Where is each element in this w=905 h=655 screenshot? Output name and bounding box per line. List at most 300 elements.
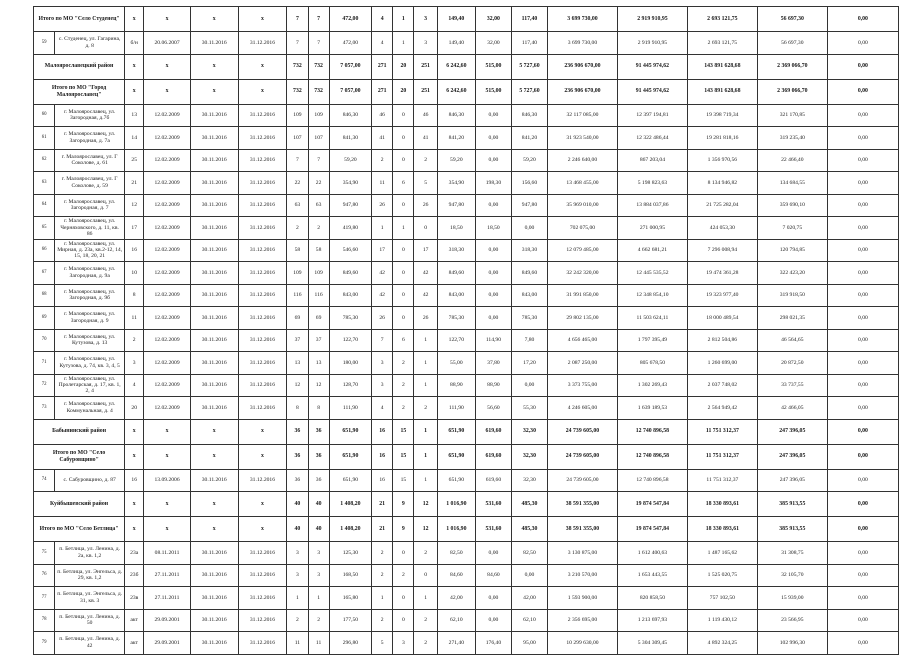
table-cell: 31.12.2016 bbox=[238, 104, 287, 127]
table-cell: 18 330 893,61 bbox=[687, 492, 757, 517]
address-cell: г. Малоярославец, ул. Кутузова, д. 13 bbox=[55, 329, 125, 352]
table-cell: 21 bbox=[125, 172, 144, 195]
table-cell: 30.11.2016 bbox=[190, 587, 238, 610]
table-row bbox=[34, 284, 899, 307]
table-cell: б/н bbox=[125, 32, 144, 55]
table-cell: х bbox=[190, 444, 238, 469]
row-number: 73 bbox=[34, 397, 55, 420]
table-cell: 16 bbox=[372, 469, 393, 492]
table-cell: 2 bbox=[308, 609, 329, 632]
table-cell: 84,60 bbox=[437, 564, 475, 587]
row-number: 65 bbox=[34, 217, 55, 240]
row-number: 62 bbox=[34, 149, 55, 172]
table-cell: 31.12.2016 bbox=[238, 262, 287, 285]
table-cell: 0,00 bbox=[511, 564, 547, 587]
table-cell: 0 bbox=[414, 217, 437, 240]
table-cell: 247 396,05 bbox=[757, 469, 827, 492]
table-cell: 15 939,00 bbox=[757, 587, 827, 610]
table-row bbox=[34, 104, 899, 127]
table-cell: 0,00 bbox=[827, 419, 898, 444]
row-number: 63 bbox=[34, 172, 55, 195]
table-cell: 841,30 bbox=[329, 127, 371, 150]
table-cell: 21 725 282,04 bbox=[687, 194, 757, 217]
table-cell: 24 739 605,00 bbox=[547, 444, 617, 469]
row-number: 66 bbox=[34, 239, 55, 262]
table-cell: 385 913,55 bbox=[757, 517, 827, 542]
table-cell: 31.12.2016 bbox=[238, 469, 287, 492]
table-cell: 22 bbox=[287, 172, 308, 195]
table-cell: 29.09.2001 bbox=[144, 632, 191, 655]
table-cell: 820 858,50 bbox=[617, 587, 687, 610]
table-cell: 7 296 008,94 bbox=[687, 239, 757, 262]
table-cell: 55,00 bbox=[437, 352, 475, 375]
table-cell: 40 bbox=[287, 492, 308, 517]
table-cell: 17,20 bbox=[511, 352, 547, 375]
table-cell: 1 016,90 bbox=[437, 517, 475, 542]
table-cell: 0,00 bbox=[827, 352, 898, 375]
table-cell: 177,50 bbox=[329, 609, 371, 632]
row-number: 59 bbox=[34, 32, 55, 55]
table-cell: 0,00 bbox=[827, 587, 898, 610]
table-cell: 7 bbox=[287, 32, 308, 55]
table-cell: 843,00 bbox=[437, 284, 475, 307]
table-cell: 30.11.2016 bbox=[190, 329, 238, 352]
table-cell: 16 bbox=[372, 419, 393, 444]
table-cell: 0,00 bbox=[475, 284, 511, 307]
table-cell: 7 bbox=[308, 32, 329, 55]
table-cell: 472,00 bbox=[329, 32, 371, 55]
table-cell: 2 369 066,70 bbox=[757, 54, 827, 79]
table-cell: 4 656 465,00 bbox=[547, 329, 617, 352]
table-cell: 23в bbox=[125, 587, 144, 610]
table-cell: 42 466,05 bbox=[757, 397, 827, 420]
table-cell: 0 bbox=[414, 564, 437, 587]
table-cell: х bbox=[238, 54, 287, 79]
table-cell: 29.09.2001 bbox=[144, 609, 191, 632]
table-cell: 12 bbox=[414, 517, 437, 542]
table-cell: 19 323 977,40 bbox=[687, 284, 757, 307]
table-cell: 10 bbox=[125, 262, 144, 285]
row-number: 74 bbox=[34, 469, 55, 492]
table-cell: 31.12.2016 bbox=[238, 239, 287, 262]
address-cell: г. Малоярославец, ул. Г Соколове, д. 59 bbox=[55, 172, 125, 195]
table-cell: 2 bbox=[308, 217, 329, 240]
table-cell: 31.12.2016 bbox=[238, 32, 287, 55]
table-cell: 10 299 630,00 bbox=[547, 632, 617, 655]
table-cell: 0,00 bbox=[827, 79, 898, 104]
table-cell: х bbox=[190, 492, 238, 517]
table-cell: 24 739 605,00 bbox=[547, 419, 617, 444]
table-cell: 116 bbox=[287, 284, 308, 307]
table-cell: 2 812 504,86 bbox=[687, 329, 757, 352]
table-cell: 20 bbox=[393, 79, 414, 104]
table-cell: 2 bbox=[414, 632, 437, 655]
table-cell: 31.12.2016 bbox=[238, 217, 287, 240]
table-cell: 125,30 bbox=[329, 542, 371, 565]
table-cell: 247 396,05 bbox=[757, 419, 827, 444]
table-cell: 11 751 312,37 bbox=[687, 469, 757, 492]
table-row bbox=[34, 352, 899, 375]
table-cell: х bbox=[190, 517, 238, 542]
address-cell: п. Бетлица, ул. Ленина, д. 2а, кв. 1,2 bbox=[55, 542, 125, 565]
table-cell: 12 740 896,58 bbox=[617, 469, 687, 492]
address-cell: п. Бетлица, ул. Ленина, д. 50 bbox=[55, 609, 125, 632]
table-cell: 2 bbox=[414, 397, 437, 420]
table-cell: 37 bbox=[287, 329, 308, 352]
table-cell: 14 bbox=[125, 127, 144, 150]
row-number: 68 bbox=[34, 284, 55, 307]
table-cell: 12.02.2009 bbox=[144, 127, 191, 150]
table-cell: 180,00 bbox=[329, 352, 371, 375]
table-cell: х bbox=[125, 444, 144, 469]
table-cell: 27.11.2011 bbox=[144, 564, 191, 587]
table-cell: 82,50 bbox=[437, 542, 475, 565]
table-cell: 31.12.2016 bbox=[238, 397, 287, 420]
table-cell: х bbox=[238, 492, 287, 517]
table-cell: 2 369 066,70 bbox=[757, 79, 827, 104]
table-cell: 30.11.2016 bbox=[190, 352, 238, 375]
table-cell: 62,10 bbox=[437, 609, 475, 632]
table-cell: 134 684,55 bbox=[757, 172, 827, 195]
table-cell: х bbox=[238, 79, 287, 104]
table-cell: 785,30 bbox=[511, 307, 547, 330]
table-cell: х bbox=[238, 7, 287, 32]
table-cell: 0,00 bbox=[827, 104, 898, 127]
address-cell: г. Малоярославец, ул. Загородная, д. 9б bbox=[55, 284, 125, 307]
table-cell: 1 bbox=[372, 217, 393, 240]
table-cell: 36 bbox=[287, 444, 308, 469]
table-cell: 42 bbox=[372, 284, 393, 307]
table-cell: 26 bbox=[414, 307, 437, 330]
table-cell: 63 bbox=[308, 194, 329, 217]
table-cell: 619,60 bbox=[475, 469, 511, 492]
table-cell: 12.02.2009 bbox=[144, 104, 191, 127]
table-cell: 0,00 bbox=[827, 469, 898, 492]
table-cell: 651,90 bbox=[329, 419, 371, 444]
table-cell: 12 348 854,10 bbox=[617, 284, 687, 307]
table-cell: 111,90 bbox=[329, 397, 371, 420]
table-cell: 18,50 bbox=[475, 217, 511, 240]
table-cell: 19 874 547,84 bbox=[617, 517, 687, 542]
table-cell: 2 693 121,75 bbox=[687, 7, 757, 32]
table-cell: 16 bbox=[125, 469, 144, 492]
table-cell: 359 690,10 bbox=[757, 194, 827, 217]
table-cell: 12.02.2009 bbox=[144, 149, 191, 172]
table-cell: 1 653 443,55 bbox=[617, 564, 687, 587]
table-cell: 11 503 624,11 bbox=[617, 307, 687, 330]
table-cell: 95,00 bbox=[511, 632, 547, 655]
row-number: 70 bbox=[34, 329, 55, 352]
table-cell: 8 bbox=[308, 397, 329, 420]
table-cell: х bbox=[190, 79, 238, 104]
table-cell: 31.12.2016 bbox=[238, 307, 287, 330]
table-cell: 29 802 135,00 bbox=[547, 307, 617, 330]
table-cell: 1 213 697,93 bbox=[617, 609, 687, 632]
table-cell: 0,00 bbox=[475, 239, 511, 262]
table-cell: 7 bbox=[287, 149, 308, 172]
table-cell: 18 330 893,61 bbox=[687, 517, 757, 542]
table-cell: 63 bbox=[287, 194, 308, 217]
table-cell: 12.02.2009 bbox=[144, 374, 191, 397]
row-number: 72 bbox=[34, 374, 55, 397]
table-cell: 30.11.2016 bbox=[190, 32, 238, 55]
table-cell: 32 242 320,00 bbox=[547, 262, 617, 285]
table-cell: 0,00 bbox=[827, 217, 898, 240]
table-cell: 198,30 bbox=[475, 172, 511, 195]
housing-program-table bbox=[33, 6, 899, 655]
table-cell: 322 423,20 bbox=[757, 262, 827, 285]
table-cell: 0 bbox=[393, 194, 414, 217]
table-total-row bbox=[34, 79, 899, 104]
table-cell: 0,00 bbox=[827, 262, 898, 285]
table-cell: 424 053,30 bbox=[687, 217, 757, 240]
table-cell: 7 057,00 bbox=[329, 79, 371, 104]
table-cell: 0 bbox=[393, 542, 414, 565]
table-cell: 36 bbox=[308, 469, 329, 492]
total-label: Итого по МО "Село Бетлица" bbox=[34, 517, 125, 542]
table-cell: 15 bbox=[393, 444, 414, 469]
table-cell: 4 662 681,21 bbox=[617, 239, 687, 262]
table-cell: 42,00 bbox=[511, 587, 547, 610]
table-cell: х bbox=[144, 7, 191, 32]
table-cell: 0 bbox=[393, 239, 414, 262]
table-cell: 251 bbox=[414, 54, 437, 79]
table-row bbox=[34, 469, 899, 492]
table-cell: 2 246 640,00 bbox=[547, 149, 617, 172]
table-cell: 46 bbox=[372, 104, 393, 127]
table-cell: 3 699 730,00 bbox=[547, 7, 617, 32]
table-cell: 1 bbox=[287, 587, 308, 610]
table-cell: 59,20 bbox=[437, 149, 475, 172]
table-cell: 12.02.2009 bbox=[144, 194, 191, 217]
table-cell: 42 bbox=[372, 262, 393, 285]
table-cell: 32,30 bbox=[511, 419, 547, 444]
table-cell: 8 bbox=[125, 284, 144, 307]
table-cell: 31.12.2016 bbox=[238, 329, 287, 352]
table-cell: 1 016,90 bbox=[437, 492, 475, 517]
table-cell: 8 bbox=[287, 397, 308, 420]
table-cell: 13 bbox=[125, 104, 144, 127]
table-cell: х bbox=[125, 7, 144, 32]
table-cell: 0 bbox=[393, 609, 414, 632]
table-cell: 88,90 bbox=[437, 374, 475, 397]
table-cell: 13 468 455,00 bbox=[547, 172, 617, 195]
table-cell: 31.12.2016 bbox=[238, 149, 287, 172]
table-cell: 0 bbox=[393, 104, 414, 127]
table-cell: 732 bbox=[308, 54, 329, 79]
table-cell: 7 bbox=[372, 329, 393, 352]
table-cell: 149,40 bbox=[437, 7, 475, 32]
table-cell: 843,00 bbox=[511, 284, 547, 307]
table-cell: 42 bbox=[414, 262, 437, 285]
table-cell: 0 bbox=[393, 127, 414, 150]
table-total-row bbox=[34, 7, 899, 32]
table-cell: 841,20 bbox=[437, 127, 475, 150]
table-cell: 0,00 bbox=[827, 54, 898, 79]
table-cell: 0 bbox=[393, 149, 414, 172]
table-cell: 732 bbox=[308, 79, 329, 104]
table-cell: 9 bbox=[393, 492, 414, 517]
table-cell: х bbox=[125, 79, 144, 104]
table-cell: 785,30 bbox=[329, 307, 371, 330]
table-cell: 32 117 085,00 bbox=[547, 104, 617, 127]
table-cell: 3 bbox=[414, 7, 437, 32]
table-cell: 732 bbox=[287, 79, 308, 104]
table-cell: 2 bbox=[393, 374, 414, 397]
address-cell: п. Бетлица, ул. Энгельса, д. 29, кв. 1,2 bbox=[55, 564, 125, 587]
table-cell: 846,30 bbox=[329, 104, 371, 127]
address-cell: г. Малоярославец, ул. Пролетарская, д. 17, кв. 1, 2, 4 bbox=[55, 374, 125, 397]
table-cell: 12 322 486,44 bbox=[617, 127, 687, 150]
table-cell: 2 919 910,95 bbox=[617, 32, 687, 55]
table-cell: 0,00 bbox=[827, 517, 898, 542]
table-cell: 31 923 540,00 bbox=[547, 127, 617, 150]
table-cell: 33 737,55 bbox=[757, 374, 827, 397]
register-sheet bbox=[33, 6, 899, 655]
table-cell: 20 bbox=[125, 397, 144, 420]
table-cell: 0,00 bbox=[827, 492, 898, 517]
table-cell: 12 740 896,58 bbox=[617, 419, 687, 444]
table-cell: 651,90 bbox=[329, 469, 371, 492]
table-cell: 30.11.2016 bbox=[190, 469, 238, 492]
table-cell: х bbox=[238, 517, 287, 542]
address-cell: г. Малоярославец, ул. Кутузова, д. 74, кв. 3, 4, 5 bbox=[55, 352, 125, 375]
table-cell: 0,00 bbox=[475, 609, 511, 632]
table-cell: 1 639 189,53 bbox=[617, 397, 687, 420]
row-number: 75 bbox=[34, 542, 55, 565]
table-cell: 69 bbox=[287, 307, 308, 330]
table-cell: 1 408,20 bbox=[329, 492, 371, 517]
table-cell: акт bbox=[125, 632, 144, 655]
table-row bbox=[34, 397, 899, 420]
table-cell: 11 bbox=[372, 172, 393, 195]
table-cell: 947,80 bbox=[511, 194, 547, 217]
table-cell: 30.11.2016 bbox=[190, 632, 238, 655]
table-cell: 1 bbox=[393, 217, 414, 240]
table-cell: 19 281 818,16 bbox=[687, 127, 757, 150]
table-total-row bbox=[34, 54, 899, 79]
table-cell: 0,00 bbox=[827, 127, 898, 150]
total-label: Малоярославецкий район bbox=[34, 54, 125, 79]
table-cell: 31.12.2016 bbox=[238, 127, 287, 150]
table-row bbox=[34, 542, 899, 565]
address-cell: г. Малоярославец, ул. Коммунальная, д. 4 bbox=[55, 397, 125, 420]
table-cell: 1 bbox=[414, 329, 437, 352]
address-cell: г. Малоярославец, ул. Загородная, д. 9а bbox=[55, 262, 125, 285]
table-cell: 1 487 165,62 bbox=[687, 542, 757, 565]
table-cell: 0,00 bbox=[475, 149, 511, 172]
table-cell: 841,20 bbox=[511, 127, 547, 150]
address-cell: г. Малоярославец, ул. Г Соколове, д. 61 bbox=[55, 149, 125, 172]
table-row bbox=[34, 217, 899, 240]
table-cell: 0,00 bbox=[827, 542, 898, 565]
table-cell: 5 727,60 bbox=[511, 79, 547, 104]
table-cell: 3 bbox=[287, 564, 308, 587]
table-cell: 805 678,50 bbox=[617, 352, 687, 375]
table-cell: 515,00 bbox=[475, 54, 511, 79]
table-cell: 354,90 bbox=[437, 172, 475, 195]
table-cell: 5 304 309,45 bbox=[617, 632, 687, 655]
table-cell: 30.11.2016 bbox=[190, 542, 238, 565]
table-cell: 702 075,00 bbox=[547, 217, 617, 240]
table-cell: 22 466,40 bbox=[757, 149, 827, 172]
table-cell: 16 bbox=[125, 239, 144, 262]
table-cell: 149,40 bbox=[437, 32, 475, 55]
table-cell: х bbox=[144, 444, 191, 469]
table-cell: 12 079 485,00 bbox=[547, 239, 617, 262]
table-cell: 4 246 605,00 bbox=[547, 397, 617, 420]
table-cell: 30.11.2016 bbox=[190, 217, 238, 240]
table-row bbox=[34, 564, 899, 587]
table-cell: 122,70 bbox=[329, 329, 371, 352]
table-cell: 41 bbox=[414, 127, 437, 150]
table-cell: 2 bbox=[414, 542, 437, 565]
table-cell: 31.12.2016 bbox=[238, 352, 287, 375]
table-cell: 42,00 bbox=[437, 587, 475, 610]
table-cell: 31.12.2016 bbox=[238, 284, 287, 307]
table-cell: 32,30 bbox=[511, 444, 547, 469]
table-cell: 0,00 bbox=[475, 307, 511, 330]
table-cell: х bbox=[190, 7, 238, 32]
table-cell: 0,00 bbox=[827, 149, 898, 172]
table-body bbox=[34, 7, 899, 655]
table-cell: 20 bbox=[393, 54, 414, 79]
table-cell: 31.12.2016 bbox=[238, 542, 287, 565]
table-cell: 1 593 900,00 bbox=[547, 587, 617, 610]
table-cell: 12 397 194,81 bbox=[617, 104, 687, 127]
table-cell: 619,60 bbox=[475, 419, 511, 444]
table-cell: 35 969 010,00 bbox=[547, 194, 617, 217]
total-label: Итого по МО "Село Студенец" bbox=[34, 7, 125, 32]
table-cell: 318,30 bbox=[437, 239, 475, 262]
table-cell: 849,60 bbox=[511, 262, 547, 285]
table-cell: 109 bbox=[308, 262, 329, 285]
table-cell: 0,00 bbox=[827, 374, 898, 397]
table-cell: 26 bbox=[372, 194, 393, 217]
table-cell: 0,00 bbox=[827, 609, 898, 632]
table-cell: 3 bbox=[125, 352, 144, 375]
table-cell: 111,90 bbox=[437, 397, 475, 420]
table-cell: 20 872,50 bbox=[757, 352, 827, 375]
table-cell: 0 bbox=[393, 262, 414, 285]
table-cell: 321 170,85 bbox=[757, 104, 827, 127]
table-cell: 19 474 361,28 bbox=[687, 262, 757, 285]
table-cell: 26 bbox=[372, 307, 393, 330]
table-cell: 3 bbox=[308, 542, 329, 565]
table-cell: 102 996,30 bbox=[757, 632, 827, 655]
table-cell: 109 bbox=[287, 104, 308, 127]
table-cell: 236 906 670,00 bbox=[547, 79, 617, 104]
table-cell: 30.11.2016 bbox=[190, 239, 238, 262]
table-cell: 6 242,60 bbox=[437, 79, 475, 104]
table-cell: 849,60 bbox=[437, 262, 475, 285]
table-cell: 2 564 949,42 bbox=[687, 397, 757, 420]
table-cell: 2 bbox=[414, 609, 437, 632]
table-row bbox=[34, 149, 899, 172]
table-cell: 27.11.2011 bbox=[144, 587, 191, 610]
table-cell: 4 bbox=[372, 32, 393, 55]
table-cell: 318,30 bbox=[511, 239, 547, 262]
table-cell: 168,50 bbox=[329, 564, 371, 587]
table-cell: 1 260 699,00 bbox=[687, 352, 757, 375]
table-cell: 12 740 896,58 bbox=[617, 444, 687, 469]
table-cell: х bbox=[125, 419, 144, 444]
table-cell: 651,90 bbox=[437, 419, 475, 444]
table-cell: 0,00 bbox=[511, 217, 547, 240]
table-cell: 2 037 748,02 bbox=[687, 374, 757, 397]
table-cell: 40 bbox=[308, 492, 329, 517]
table-cell: 12.02.2009 bbox=[144, 352, 191, 375]
